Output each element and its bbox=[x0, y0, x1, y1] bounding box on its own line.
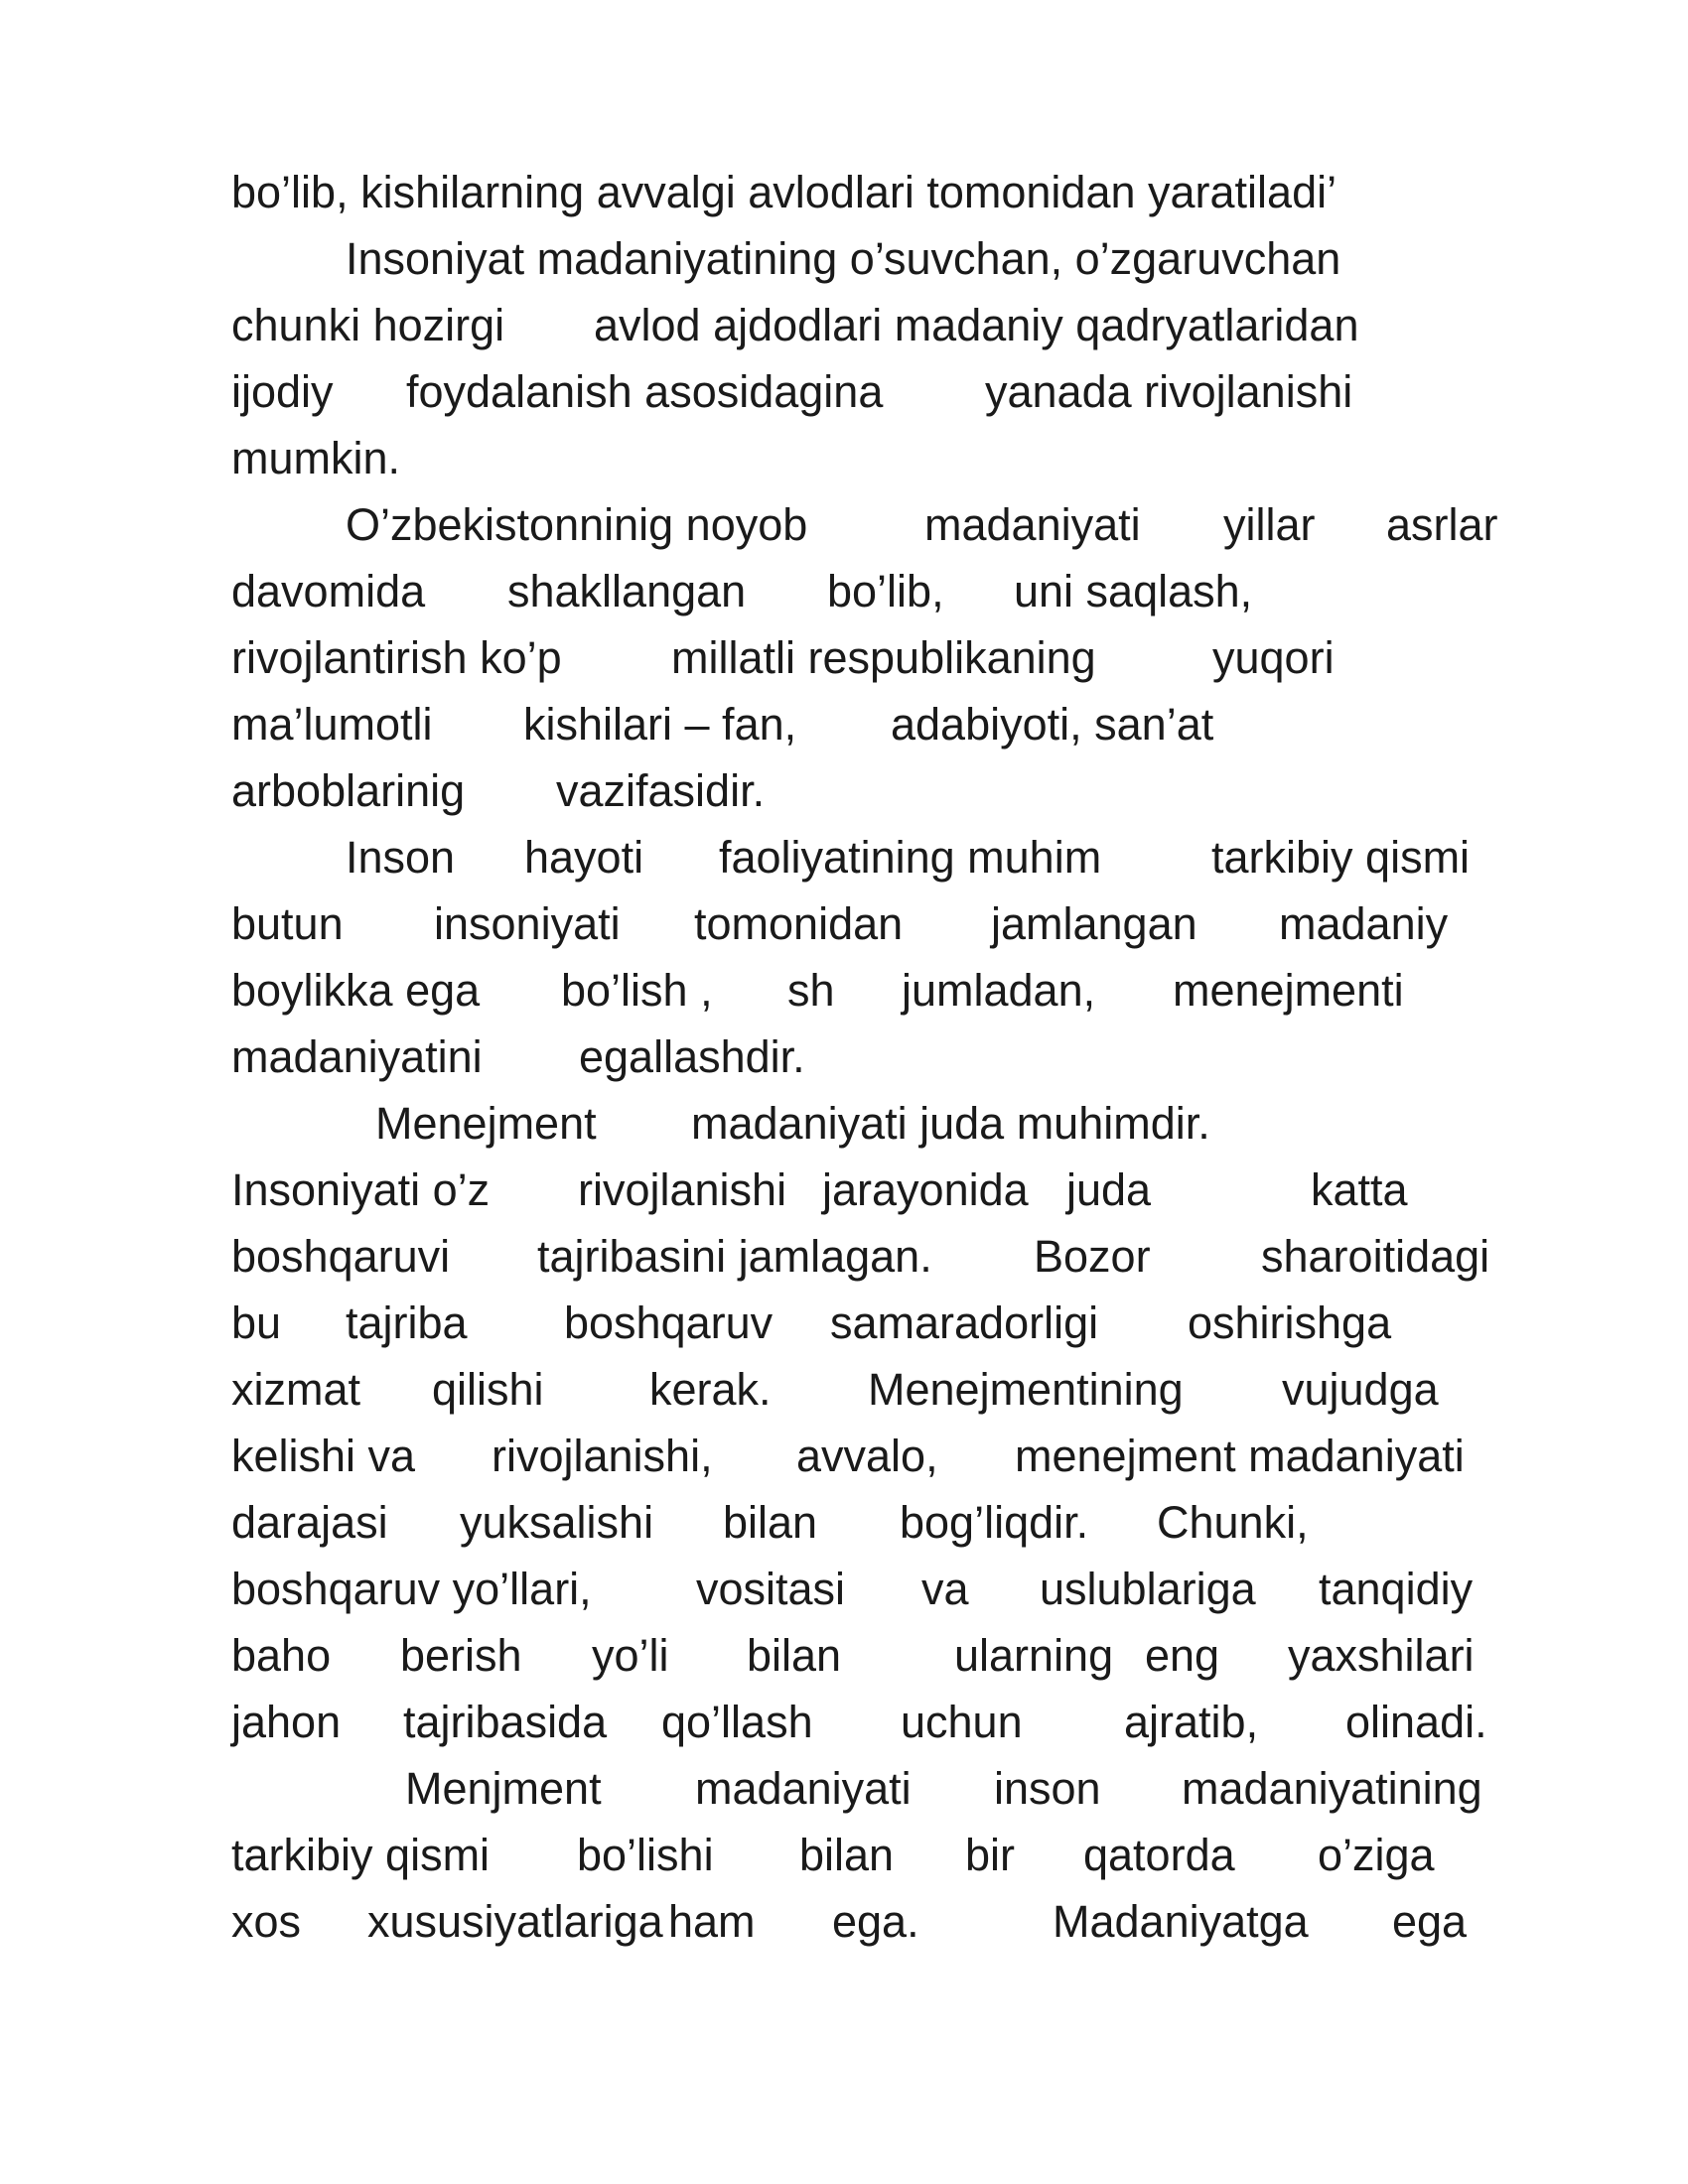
text-segment: madaniyati bbox=[924, 499, 1141, 550]
text-line bbox=[231, 890, 1542, 957]
text-line bbox=[231, 1423, 1542, 1489]
text-segment: xos bbox=[231, 1896, 302, 1947]
text-segment: bir bbox=[965, 1830, 1016, 1880]
text-line bbox=[231, 558, 1542, 624]
text-segment: bo’lib, bbox=[827, 566, 944, 616]
text-segment: bilan bbox=[799, 1830, 895, 1880]
text-segment: Insoniyati o’z bbox=[231, 1164, 491, 1215]
text-line bbox=[231, 1356, 1542, 1423]
text-segment: Menjment bbox=[405, 1763, 602, 1814]
text-segment: kerak. bbox=[649, 1364, 772, 1415]
text-segment: darajasi bbox=[231, 1497, 388, 1548]
text-segment: olinadi. bbox=[1345, 1697, 1487, 1747]
text-segment: uchun bbox=[901, 1697, 1023, 1747]
text-segment: Menejment bbox=[375, 1098, 597, 1149]
text-line bbox=[231, 159, 1542, 225]
text-segment: bo’lish , bbox=[561, 965, 713, 1016]
text-segment: ularning bbox=[954, 1630, 1114, 1681]
text-line bbox=[231, 1223, 1542, 1290]
text-segment: uni saqlash, bbox=[1014, 566, 1253, 616]
text-line bbox=[231, 1290, 1542, 1356]
text-segment: tanqidiy bbox=[1319, 1564, 1474, 1614]
text-segment: vositasi bbox=[696, 1564, 846, 1614]
text-segment: faoliyatining muhim bbox=[719, 832, 1102, 883]
text-segment: butun bbox=[231, 898, 344, 949]
text-segment: sh bbox=[787, 965, 835, 1016]
text-segment: boshqaruv yo’llari, bbox=[231, 1564, 592, 1614]
text-line bbox=[231, 1755, 1542, 1822]
text-segment: juda bbox=[1066, 1164, 1152, 1215]
text-segment: madaniyati bbox=[695, 1763, 912, 1814]
text-segment: Madaniyatga bbox=[1053, 1896, 1309, 1947]
text-segment: tajribasini jamlagan. bbox=[537, 1231, 932, 1282]
text-segment: davomida bbox=[231, 566, 426, 616]
text-segment: tajriba bbox=[346, 1297, 468, 1348]
text-segment: yanada rivojlanishi bbox=[985, 366, 1353, 417]
text-segment: avvalo, bbox=[796, 1431, 938, 1481]
text-segment: foydalanish asosidagina bbox=[406, 366, 884, 417]
text-segment: ega bbox=[1392, 1896, 1468, 1947]
text-segment: menejment madaniyati bbox=[1015, 1431, 1465, 1481]
text-segment: mumkin. bbox=[231, 433, 401, 483]
text-segment: yo’li bbox=[592, 1630, 669, 1681]
text-segment: Menejmentining bbox=[868, 1364, 1184, 1415]
text-segment: o’ziga bbox=[1318, 1830, 1435, 1880]
text-segment: jarayonida bbox=[822, 1164, 1029, 1215]
text-segment: chunki hozirgi bbox=[231, 300, 505, 350]
text-segment: bog’liqdir. bbox=[900, 1497, 1089, 1548]
text-segment: insoniyati bbox=[434, 898, 621, 949]
text-segment: arboblarinig bbox=[231, 765, 466, 816]
text-segment: ijodiy bbox=[231, 366, 334, 417]
text-segment: bilan bbox=[723, 1497, 818, 1548]
text-segment: Insoniyat madaniyatining o’suvchan, o’zgaruvchan bbox=[346, 233, 1341, 284]
text-segment: madaniyatini bbox=[231, 1031, 483, 1082]
text-segment: kishilari – fan, bbox=[523, 699, 797, 750]
text-segment: adabiyoti, san’at bbox=[891, 699, 1214, 750]
text-segment: ajratib, bbox=[1124, 1697, 1259, 1747]
text-segment: tarkibiy qismi bbox=[1211, 832, 1471, 883]
text-line bbox=[231, 1489, 1542, 1556]
text-segment: bu bbox=[231, 1297, 282, 1348]
text-segment: uslublariga bbox=[1040, 1564, 1256, 1614]
text-segment: jahon bbox=[231, 1697, 342, 1747]
text-segment: qatorda bbox=[1083, 1830, 1235, 1880]
text-segment: boshqaruvi bbox=[231, 1231, 451, 1282]
text-segment: yuqori bbox=[1212, 632, 1335, 683]
text-segment: O’zbekistonninig noyob bbox=[346, 499, 808, 550]
text-segment: hayoti bbox=[524, 832, 644, 883]
text-segment: bo’lishi bbox=[577, 1830, 714, 1880]
text-segment: baho bbox=[231, 1630, 332, 1681]
text-segment: vazifasidir. bbox=[556, 765, 766, 816]
text-segment: katta bbox=[1311, 1164, 1408, 1215]
text-segment: ham bbox=[668, 1896, 756, 1947]
text-segment: sharoitidagi bbox=[1261, 1231, 1490, 1282]
text-segment: oshirishga bbox=[1188, 1297, 1392, 1348]
text-segment: kelishi va bbox=[231, 1431, 416, 1481]
text-line bbox=[231, 1090, 1542, 1157]
text-segment: yillar bbox=[1223, 499, 1316, 550]
text-segment: rivojlanishi bbox=[578, 1164, 787, 1215]
text-segment: boylikka ega bbox=[231, 965, 481, 1016]
text-segment: tarkibiy qismi bbox=[231, 1830, 491, 1880]
text-line bbox=[231, 824, 1542, 890]
text-segment: yuksalishi bbox=[460, 1497, 654, 1548]
text-segment: millatli respublikaning bbox=[671, 632, 1096, 683]
text-segment: berish bbox=[400, 1630, 522, 1681]
text-segment: avlod ajdodlari madaniy qadryatlaridan bbox=[594, 300, 1359, 350]
text-line bbox=[231, 1024, 1542, 1090]
text-segment: samaradorligi bbox=[830, 1297, 1099, 1348]
text-segment: bo’lib, kishilarning avvalgi avlodlari tomonidan yaratiladi’ bbox=[231, 167, 1337, 217]
text-line bbox=[231, 292, 1542, 358]
text-segment: rivojlanishi, bbox=[492, 1431, 713, 1481]
text-line bbox=[231, 425, 1542, 491]
text-line bbox=[231, 1157, 1542, 1223]
text-segment: egallashdir. bbox=[579, 1031, 805, 1082]
text-line bbox=[231, 1822, 1542, 1888]
text-segment: qilishi bbox=[432, 1364, 544, 1415]
text-segment: rivojlantirish ko’p bbox=[231, 632, 562, 683]
text-line bbox=[231, 957, 1542, 1024]
text-line bbox=[231, 624, 1542, 691]
text-segment: vujudga bbox=[1282, 1364, 1439, 1415]
text-segment: inson bbox=[994, 1763, 1101, 1814]
text-line bbox=[231, 757, 1542, 824]
text-line bbox=[231, 358, 1542, 425]
text-segment: jamlangan bbox=[991, 898, 1197, 949]
text-segment: madaniyati juda muhimdir. bbox=[691, 1098, 1210, 1149]
text-segment: ega. bbox=[832, 1896, 919, 1947]
body-text bbox=[231, 159, 1542, 1955]
text-segment: tajribasida bbox=[403, 1697, 608, 1747]
text-segment: shakllangan bbox=[507, 566, 747, 616]
text-segment: eng bbox=[1145, 1630, 1220, 1681]
text-segment: va bbox=[921, 1564, 969, 1614]
text-line bbox=[231, 1622, 1542, 1689]
text-segment: madaniyatining bbox=[1182, 1763, 1482, 1814]
text-segment: menejmenti bbox=[1173, 965, 1404, 1016]
text-segment: Bozor bbox=[1034, 1231, 1151, 1282]
text-line bbox=[231, 491, 1542, 558]
text-segment: tomonidan bbox=[694, 898, 904, 949]
text-segment: bilan bbox=[747, 1630, 842, 1681]
text-segment: xususiyatlariga bbox=[367, 1896, 663, 1947]
text-segment: Inson bbox=[346, 832, 456, 883]
text-line bbox=[231, 1888, 1542, 1955]
text-segment: qo’llash bbox=[661, 1697, 813, 1747]
text-segment: boshqaruv bbox=[564, 1297, 774, 1348]
text-line bbox=[231, 225, 1542, 292]
text-line bbox=[231, 1689, 1542, 1755]
text-segment: madaniy bbox=[1279, 898, 1449, 949]
text-segment: xizmat bbox=[231, 1364, 361, 1415]
text-segment: Chunki, bbox=[1157, 1497, 1309, 1548]
text-line bbox=[231, 691, 1542, 757]
text-segment: asrlar bbox=[1386, 499, 1498, 550]
text-segment: jumladan, bbox=[902, 965, 1096, 1016]
text-line bbox=[231, 1556, 1542, 1622]
text-segment: yaxshilari bbox=[1288, 1630, 1475, 1681]
text-segment: ma’lumotli bbox=[231, 699, 433, 750]
